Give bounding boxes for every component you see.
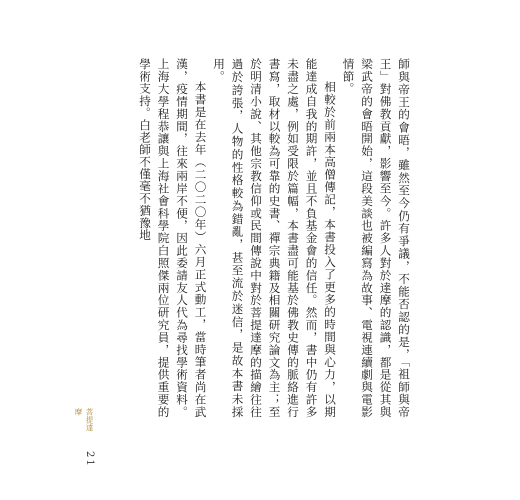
page-footer	[75, 408, 95, 468]
body-text	[113, 58, 413, 418]
page-number: 21	[84, 451, 95, 468]
paragraph-2: 相較於前兩本高僧傳記，本書投入了更多的時間與心力，以期能達成自我的期許，並且不負基金會的信任。然而，書中仍有許多未盡之處，例如受限於篇幅，本書盡可能基於佛教史傳的脈絡進行書寫，取材以較為可靠的史書、禪宗典籍及相關研究論文為主；至於明清小說、其他宗教信仰或民間傳說中對於菩提達摩的描繪往往過於誇張，人物的性格較為錯亂，甚至流於迷信，是故本書未採用。	[212, 58, 337, 418]
paragraph-3: 本書是在去年（二〇二〇年）六月正式動工，當時筆者尚在武漢，疫情期間，往來兩岸不便，因此委請友人代為尋找學術資料。上海大學程恭讓與上海社會科學院白照傑兩位研究員，提供重要的學術支持。白老師不僅毫不猶豫地	[138, 58, 208, 418]
running-head: 菩提達摩	[74, 408, 94, 432]
paragraph-1: 師與帝王的會晤，雖然至今仍有爭議，不能否認的是，「祖師與帝王」對佛教貢獻，影響至今。許多人對於達摩的認識，都是從其與梁武帝的會晤開始，這段美談也被編寫為故事、電視連續劇與電影情節。	[341, 58, 411, 418]
